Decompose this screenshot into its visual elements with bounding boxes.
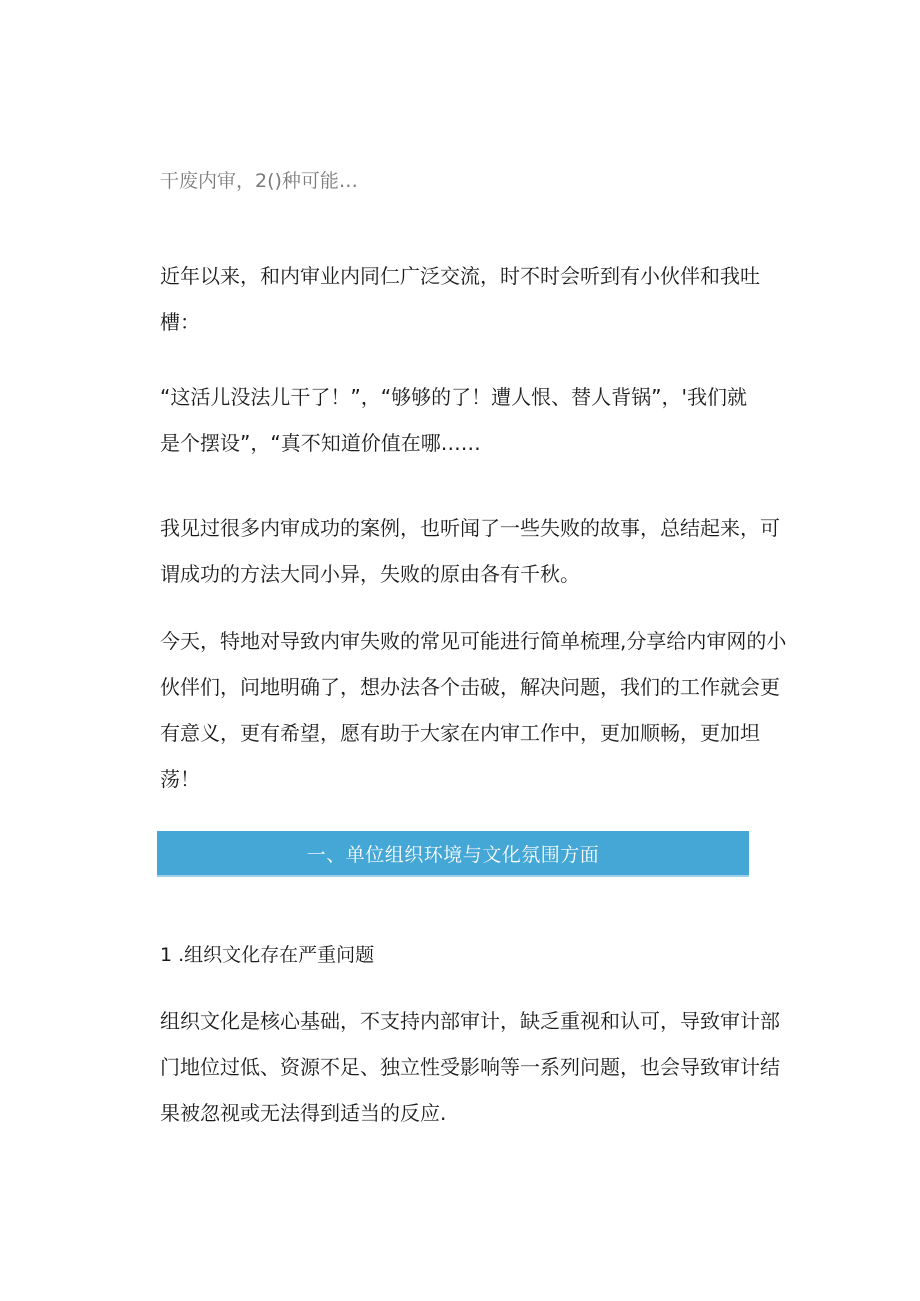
subsection-heading: 1 .组织文化存在严重问题	[160, 944, 375, 966]
paragraph-line: 有意义，更有希望，愿有助于大家在内审工作中，更加顺畅，更加坦	[160, 721, 760, 745]
section-heading-banner	[157, 831, 749, 877]
section-heading-title: 一、单位组织环境与文化氛围方面	[306, 843, 600, 866]
paragraph-today	[160, 618, 787, 802]
paragraph-line: 荡！	[160, 767, 200, 791]
paragraph-line: 谓成功的方法大同小异，失败的原由各有千秋。	[160, 562, 580, 586]
paragraph-line: 果被忽视或无法得到适当的反应.	[160, 1101, 447, 1125]
paragraph-line: 组织文化是核心基础，不支持内部审计，缺乏重视和认可，导致审计部	[160, 1009, 780, 1033]
paragraph-line: 槽：	[160, 310, 200, 334]
paragraph-line: 门地位过低、资源不足、独立性受影响等一系列问题，也会导致审计结	[160, 1055, 780, 1079]
article-subtitle: 干废内审，2()种可能…	[160, 170, 358, 192]
paragraph-line: “这活儿没法儿干了！”，“够够的了！遭人恨、替人背锅”，'我们就	[160, 385, 747, 409]
paragraph-line: 近年以来，和内审业内同仁广泛交流，时不时会听到有小伙伴和我吐	[160, 264, 760, 288]
paragraph-intro	[160, 253, 760, 345]
paragraph-line: 是个摆设”，“真不知道价值在哪……	[160, 431, 481, 455]
paragraph-line: 今天，特地对导致内审失败的常见可能进行简单梳理,分享给内审网的小	[160, 629, 787, 653]
paragraph-org-culture	[160, 998, 780, 1136]
paragraph-quotes	[160, 374, 760, 466]
paragraph-cases	[160, 505, 780, 597]
paragraph-line: 我见过很多内审成功的案例，也听闻了一些失败的故事，总结起来，可	[160, 516, 780, 540]
paragraph-line: 伙伴们，问地明确了，想办法各个击破，解决问题，我们的工作就会更	[160, 675, 780, 699]
